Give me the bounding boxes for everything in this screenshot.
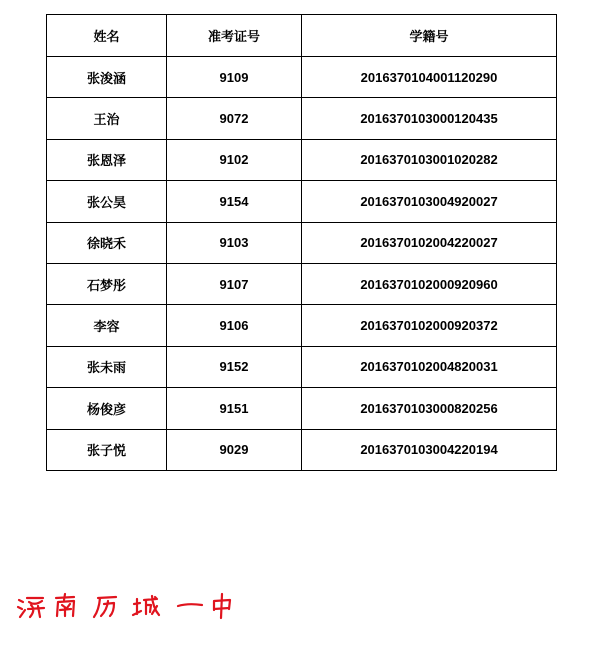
exam-number: 9154 <box>167 181 302 222</box>
registration-number: 2016370103001020282 <box>302 139 557 180</box>
table-row <box>47 98 557 139</box>
exam-number: 9029 <box>167 429 302 470</box>
exam-number: 9152 <box>167 346 302 387</box>
table-row <box>47 346 557 387</box>
student-name: 王治 <box>47 98 167 139</box>
exam-number: 9072 <box>167 98 302 139</box>
registration-number: 2016370103000820256 <box>302 388 557 429</box>
student-name: 张恩泽 <box>47 139 167 180</box>
exam-number: 9102 <box>167 139 302 180</box>
exam-number: 9151 <box>167 388 302 429</box>
student-name: 张未雨 <box>47 346 167 387</box>
exam-number: 9103 <box>167 222 302 263</box>
student-name: 李容 <box>47 305 167 346</box>
exam-number: 9106 <box>167 305 302 346</box>
table-row <box>47 263 557 304</box>
table-row <box>47 57 557 98</box>
registration-number: 2016370103004220194 <box>302 429 557 470</box>
table-row <box>47 388 557 429</box>
table-row <box>47 305 557 346</box>
registration-number: 2016370102000920372 <box>302 305 557 346</box>
student-name: 张公昊 <box>47 181 167 222</box>
registration-number: 2016370103000120435 <box>302 98 557 139</box>
registration-number: 2016370104001120290 <box>302 57 557 98</box>
registration-number: 2016370102000920960 <box>302 263 557 304</box>
student-name: 石梦彤 <box>47 263 167 304</box>
header-exam-number: 准考证号 <box>167 15 302 57</box>
handwritten-signature <box>16 590 236 620</box>
registration-number: 2016370102004820031 <box>302 346 557 387</box>
registration-number: 2016370102004220027 <box>302 222 557 263</box>
student-name: 杨俊彦 <box>47 388 167 429</box>
exam-number: 9109 <box>167 57 302 98</box>
student-name: 张浚涵 <box>47 57 167 98</box>
student-list-table <box>46 14 557 471</box>
exam-number: 9107 <box>167 263 302 304</box>
header-registration-number: 学籍号 <box>302 15 557 57</box>
table-row <box>47 222 557 263</box>
table-row <box>47 139 557 180</box>
table-row <box>47 429 557 470</box>
header-name: 姓名 <box>47 15 167 57</box>
student-name: 徐晓禾 <box>47 222 167 263</box>
table-row <box>47 181 557 222</box>
registration-number: 2016370103004920027 <box>302 181 557 222</box>
student-name: 张子悦 <box>47 429 167 470</box>
table-header-row <box>47 15 557 57</box>
